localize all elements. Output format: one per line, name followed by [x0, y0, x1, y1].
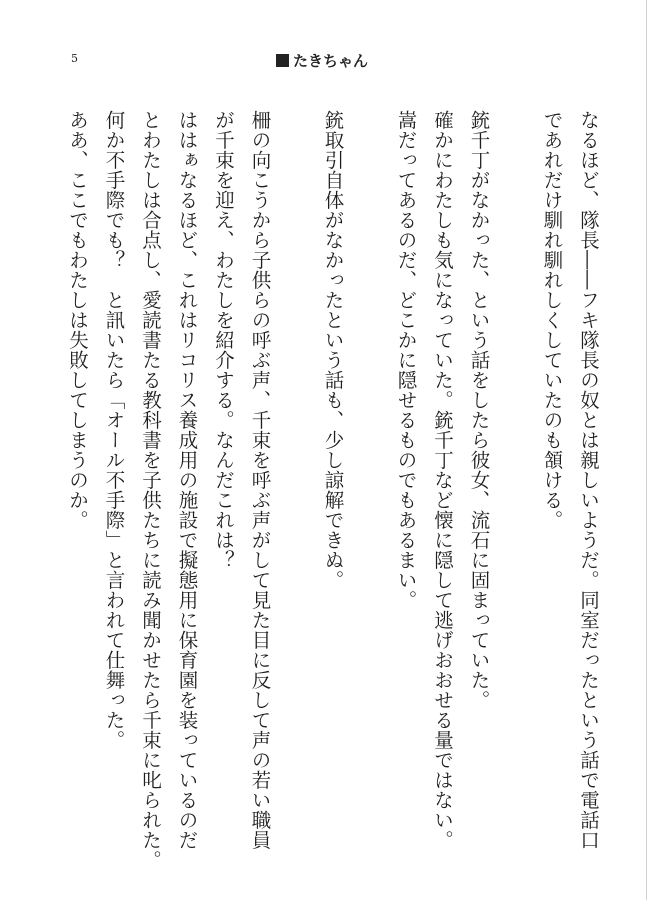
- text-line: が千束を迎え、わたしを紹介する。なんだこれは？: [212, 110, 235, 570]
- text-line: 何か不手際でも？ と訊いたら「オール不手際」と言われて仕舞った。: [102, 110, 126, 750]
- text-line: であれだけ馴れ馴れしくしていたのも頷ける。: [540, 110, 564, 530]
- text-line: 嵩だってあるのだ、どこかに隠せるものでもあるまい。: [394, 110, 418, 610]
- text-line: ああ、ここでもわたしは失敗してしまうのか。: [66, 110, 89, 530]
- text-line: 銃千丁がなかった、という話をしたら彼女、流石に固まっていた。: [467, 110, 491, 710]
- text-line: とわたしは合点し、愛読書たる教科書を子供たちに読み聞かせたら千束に叱られた。: [139, 110, 162, 870]
- blank-line: [497, 110, 534, 880]
- text-line: なるほど、隊長――フキ隊長の奴とは親しいようだ。同室だったという話で電話口: [577, 110, 600, 850]
- text-line: 銃取引自体がなかったという話も、少し諒解できぬ。: [321, 110, 345, 590]
- running-head: [276, 50, 368, 71]
- square-bullet-icon: [276, 54, 289, 67]
- blank-line: [278, 110, 315, 880]
- page-number: 5: [71, 52, 78, 65]
- body-text: [46, 110, 606, 880]
- blank-line: [351, 110, 388, 880]
- running-head-title: たきちゃん: [293, 52, 369, 70]
- text-line: ははぁなるほど、これはリコリス養成用の施設で擬態用に保育園を装っているのだ: [175, 110, 199, 850]
- text-line: 確かにわたしも気になっていた。銃千丁など懐に隠して逃げおおせる量ではない。: [431, 110, 454, 850]
- text-line: 柵の向こうから子供らの呼ぶ声、千束を呼ぶ声がして見た目に反して声の若い職員: [248, 110, 272, 850]
